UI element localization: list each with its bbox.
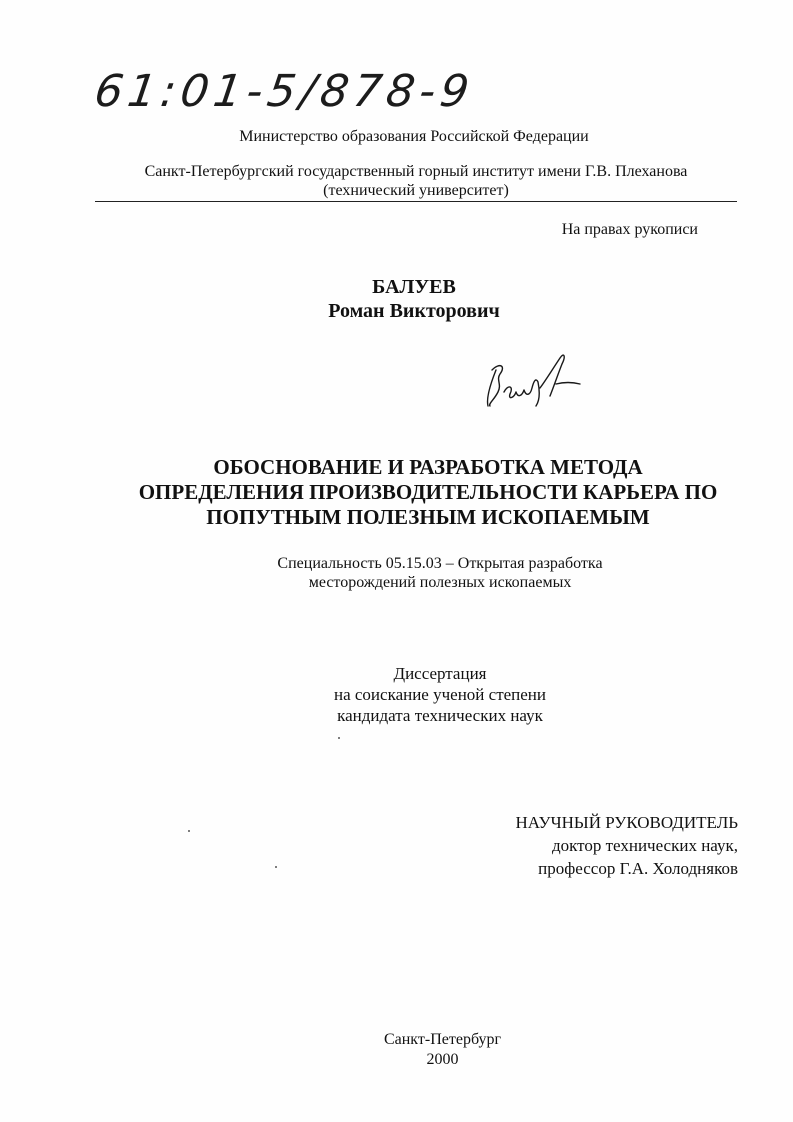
dissertation-title-line-2: ОПРЕДЕЛЕНИЯ ПРОИЗВОДИТЕЛЬНОСТИ КАРЬЕРА ПО [138,480,718,504]
city: Санкт-Петербург [383,1031,502,1048]
author-given-names: Роман Викторович [328,300,500,322]
supervisor-degree: доктор технических наук, [551,836,738,855]
institute-subtitle: (технический университет) [323,182,509,199]
author-signature [480,340,600,420]
dissertation-title-line-3: ПОПУТНЫМ ПОЛЕЗНЫМ ИСКОПАЕМЫМ [206,505,650,529]
supervisor-heading: НАУЧНЫЙ РУКОВОДИТЕЛЬ [515,813,738,832]
degree-purpose: на соискание ученой степени [333,685,547,704]
degree-name: кандидата технических наук [337,706,543,725]
manuscript-note: На правах рукописи [561,221,698,238]
scan-speck [338,737,340,739]
scan-speck [275,866,277,868]
degree-type: Диссертация [393,664,487,683]
specialty-line-2: месторождений полезных ископаемых [308,574,572,591]
institute-name: Санкт-Петербургский государственный горный институт имени Г.В. Плеханова [144,163,688,180]
year: 2000 [426,1051,459,1068]
header-divider [95,201,737,202]
scan-speck [188,830,190,832]
supervisor-name: профессор Г.А. Холодняков [538,859,738,878]
ministry-name: Министерство образования Российской Федерации [239,128,589,145]
dissertation-title-line-1: ОБОСНОВАНИЕ И РАЗРАБОТКА МЕТОДА [213,455,643,479]
author-surname: БАЛУЕВ [372,276,456,298]
specialty-line-1: Специальность 05.15.03 – Открытая разработка [277,555,603,572]
archive-code-handwritten: 61:01-5/878-9 [91,66,477,117]
